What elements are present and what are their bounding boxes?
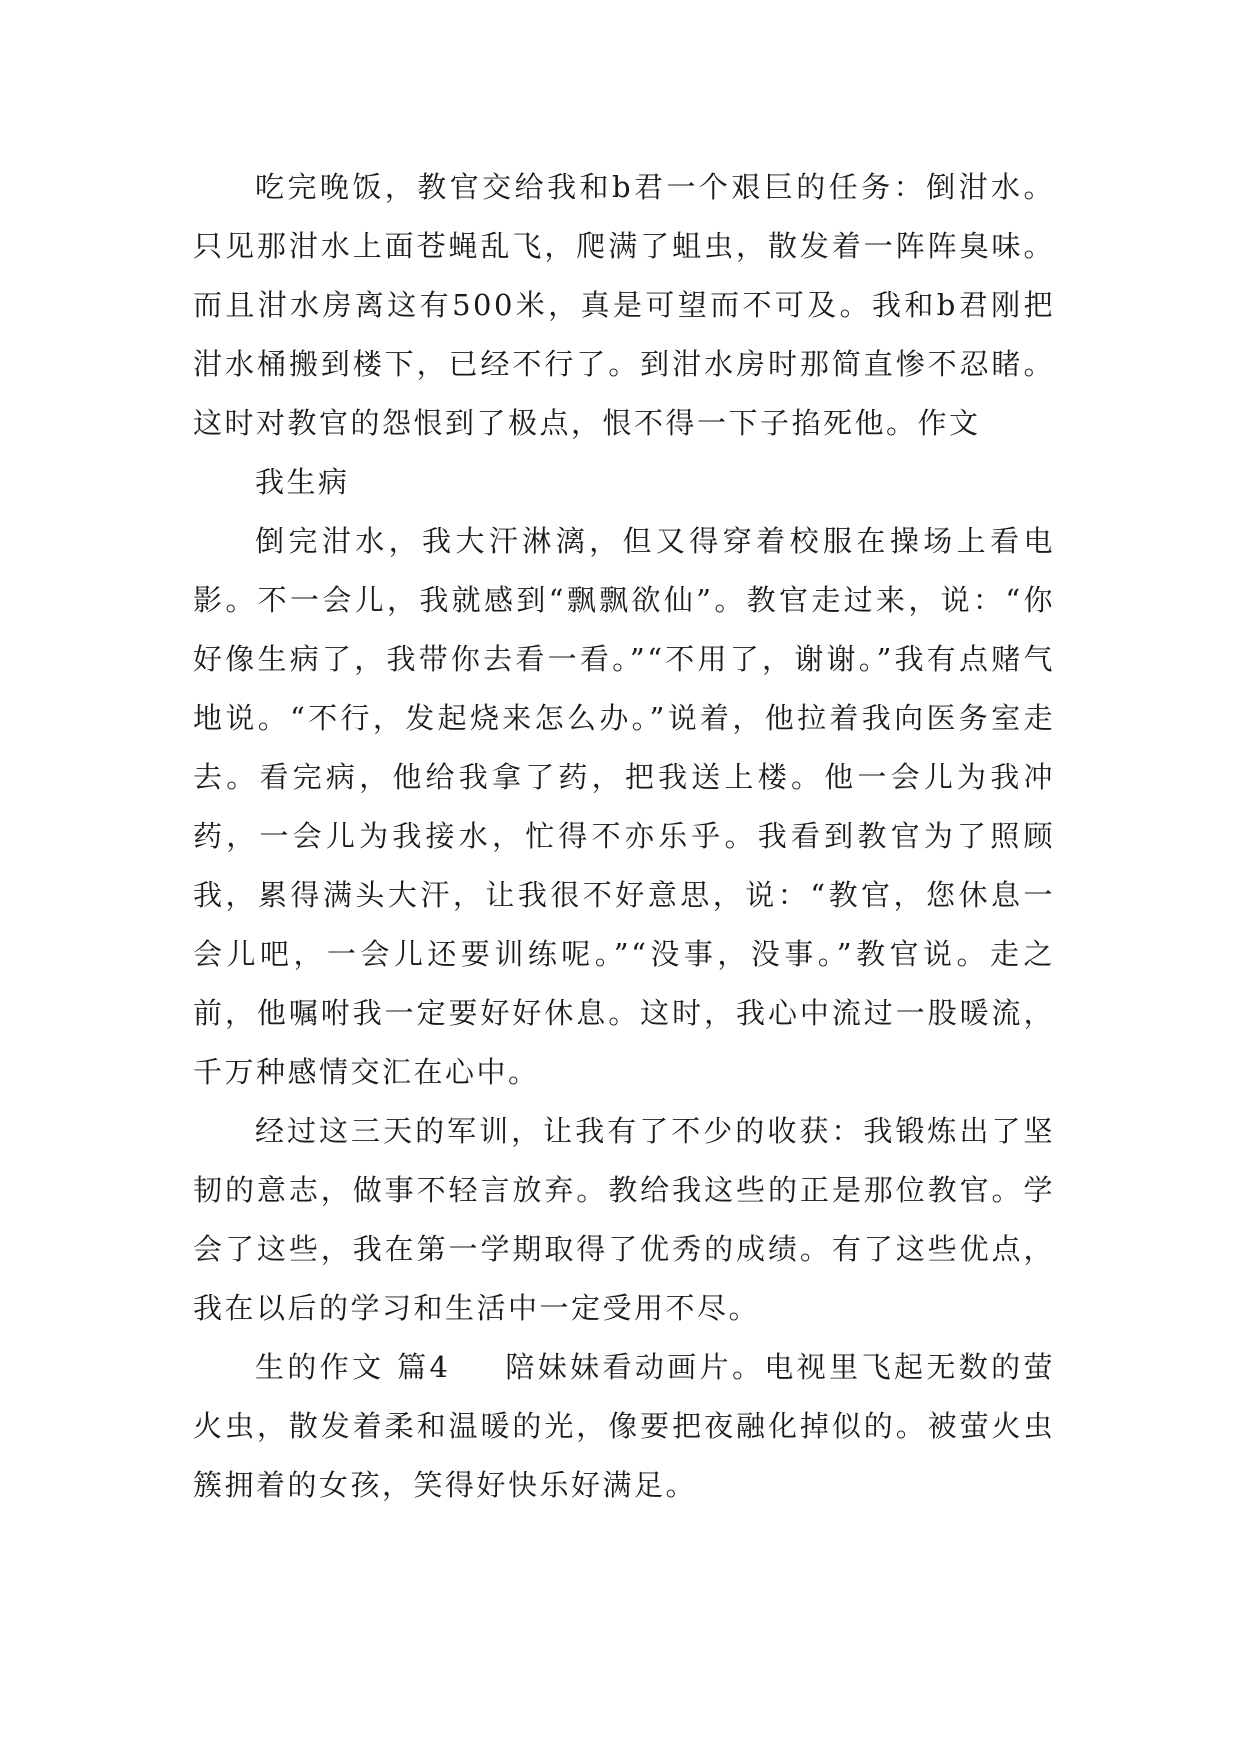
essay-label: 生的作文 篇4: [255, 1350, 451, 1384]
paragraph-essay-4: [193, 1338, 1055, 1515]
paragraph-military-training-gains: 经过这三天的军训，让我有了不少的收获：我锻炼出了坚韧的意志，做事不轻言放弃。教给我这些的正是那位教官。学会了这些，我在第一学期取得了优秀的成绩。有了这些优点，我在以后的学习和生活中一定受用不尽。: [193, 1114, 1055, 1325]
section-heading-i-got-sick: 我生病: [255, 465, 350, 499]
essay-4-text: 陪妹妹看动画片。电视里飞起无数的萤火虫，散发着柔和温暖的光，像要把夜融化掉似的。被萤火虫簇拥着的女孩，笑得好快乐好满足。: [193, 1350, 1055, 1502]
paragraph-dumping-slop: 吃完晚饭，教官交给我和b君一个艰巨的任务：倒泔水。只见那泔水上面苍蝇乱飞，爬满了蛆虫，散发着一阵阵臭味。而且泔水房离这有500米，真是可望而不可及。我和b君刚把泔水桶搬到楼下，已经不行了。到泔水房时那简直惨不忍睹。这时对教官的怨恨到了极点，恨不得一下子掐死他。作文: [193, 170, 1055, 440]
document-body: [193, 158, 1055, 1515]
paragraph-getting-sick: 倒完泔水，我大汗淋漓，但又得穿着校服在操场上看电影。不一会儿，我就感到“飘飘欲仙”。教官走过来，说：“你好像生病了，我带你去看一看。”“不用了，谢谢。”我有点赌气地说。“不行，发起烧来怎么办。”说着，他拉着我向医务室走去。看完病，他给我拿了药，把我送上楼。他一会儿为我冲药，一会儿为我接水，忙得不亦乐乎。我看到教官为了照顾我，累得满头大汗，让我很不好意思，说：“教官，您休息一会儿吧，一会儿还要训练呢。”“没事，没事。”教官说。走之前，他嘱咐我一定要好好休息。这时，我心中流过一股暖流，千万种感情交汇在心中。: [193, 524, 1055, 1089]
